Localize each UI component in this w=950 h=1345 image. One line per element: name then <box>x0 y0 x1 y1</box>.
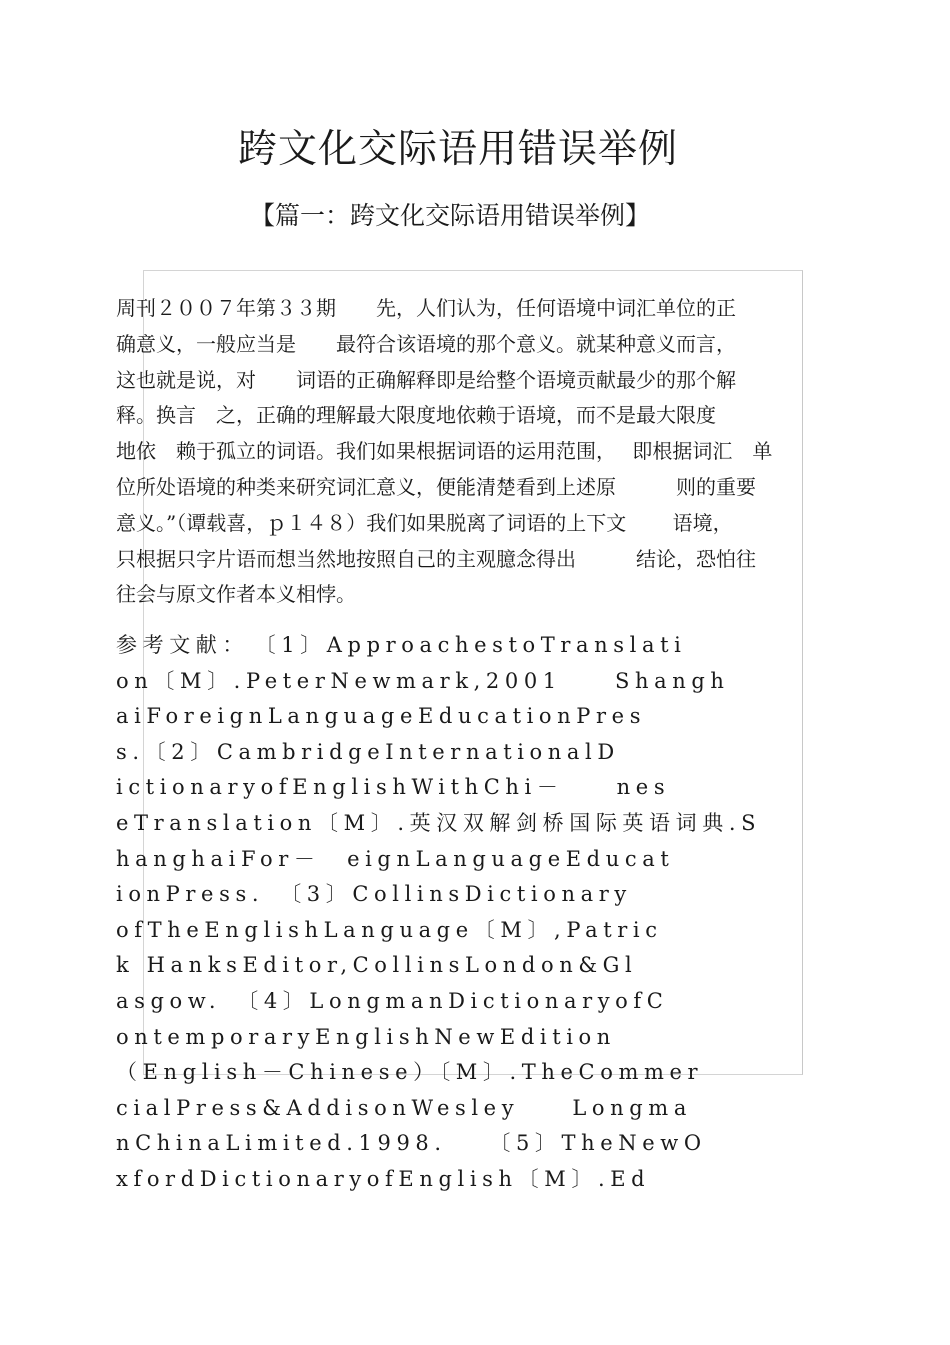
reference-line: ontemporaryEnglishNewEdition <box>116 1024 616 1049</box>
reference-line: 参考文献： 〔1〕ApproachestoTranslati <box>116 633 687 657</box>
body-line: 意义。”（谭载喜，ｐ１４８）我们如果脱离了词语的上下文 语境， <box>116 510 733 535</box>
references-section <box>116 628 846 1198</box>
document-title: 跨文化交际语用错误举例 <box>237 127 678 172</box>
document-subtitle: 【篇一：跨文化交际语用错误举例】 <box>249 201 650 230</box>
reference-line: ionPress. 〔3〕CollinsDictionary <box>116 882 632 907</box>
body-line: 往会与原文作者本义相悖。 <box>116 582 356 607</box>
body-line: 只根据只字片语而想当然地按照自己的主观臆念得出 结论，恐怕往 <box>116 546 756 571</box>
reference-line: on〔M〕.PeterNewmark,2001 Shangh <box>116 668 730 693</box>
body-paragraph <box>116 291 846 613</box>
reference-line: asgow. 〔4〕LongmanDictionaryofC <box>116 988 669 1013</box>
reference-line: nChinaLimited.1998. 〔5〕TheNewO <box>116 1131 707 1156</box>
reference-line: k HanksEditor,CollinsLondon&Gl <box>116 953 638 978</box>
body-line: 确意义，一般应当是 最符合该语境的那个意义。就某种意义而言， <box>116 331 736 356</box>
body-line: 释。换言 之，正确的理解最大限度地依赖于语境，而不是最大限度 <box>116 403 716 428</box>
body-line: 地依 赖于孤立的词语。我们如果根据词语的运用范围， 即根据词汇 单 <box>116 439 773 464</box>
reference-line: cialPress&AddisonWesley Longma <box>116 1095 692 1120</box>
reference-line: hanghaiFor－ eignLanguageEducat <box>116 846 675 871</box>
reference-line: aiForeignLanguageEducationPres <box>116 704 647 729</box>
reference-line: ofTheEnglishLanguage〔M〕,Patric <box>116 917 663 942</box>
reference-line: s.〔2〕CambridgeInternationalD <box>116 739 620 764</box>
reference-line: ictionaryofEnglishWithChi－ nes <box>116 775 671 800</box>
body-line: 位所处语境的种类来研究词汇意义，便能清楚看到上述原 则的重要 <box>116 474 756 499</box>
body-line: 周刊２００７年第３３期 先，人们认为，任何语境中词汇单位的正 <box>116 296 736 320</box>
reference-line: （English－Chinese）〔M〕.TheCommer <box>116 1060 704 1085</box>
reference-line: xfordDictionaryofEnglish〔M〕.Ed <box>116 1166 651 1191</box>
reference-line: eTranslation〔M〕.英汉双解剑桥国际英语词典.S <box>116 810 762 835</box>
body-line: 这也就是说，对 词语的正确解释即是给整个语境贡献最少的那个解 <box>116 367 736 392</box>
